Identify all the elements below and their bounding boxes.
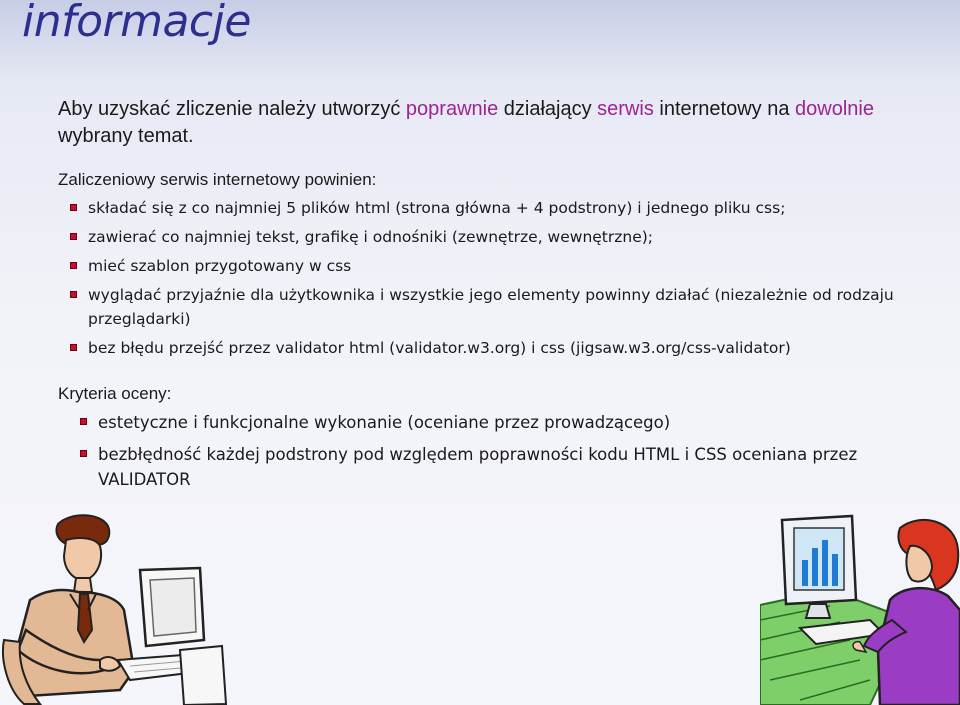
page-title: informacje	[22, 0, 251, 47]
intro-text-4: wybrany temat.	[58, 125, 194, 147]
list-item: mieć szablon przygotowany w css	[70, 254, 930, 278]
list-item: składać się z co najmniej 5 plików html (strona główna + 4 podstrony) i jednego pliku css;	[70, 196, 930, 220]
square-bullet-icon	[80, 450, 87, 457]
list-item: zawierać co najmniej tekst, grafikę i odnośniki (zewnętrze, wewnętrzne);	[70, 225, 930, 249]
square-bullet-icon	[70, 233, 77, 240]
intro-highlight-dowolnie: dowolnie	[795, 98, 874, 120]
intro-text-1: Aby uzyskać zliczenie należy utworzyć	[58, 98, 406, 120]
criteria-label: Kryteria oceny:	[58, 384, 172, 403]
square-bullet-icon	[70, 204, 77, 211]
square-bullet-icon	[70, 344, 77, 351]
intro-paragraph	[58, 96, 918, 150]
square-bullet-icon	[80, 418, 87, 425]
intro-highlight-serwis: serwis	[597, 98, 654, 120]
square-bullet-icon	[70, 291, 77, 298]
intro-text-3: internetowy na	[653, 98, 796, 120]
list-item: bezbłędność każdej podstrony pod względem poprawności kodu HTML i CSS oceniana przez VALIDATOR	[80, 442, 920, 492]
intro-highlight-poprawnie: poprawnie	[405, 98, 499, 120]
criteria-list	[80, 410, 920, 499]
requirements-label: Zaliczeniowy serwis internetowy powinien:	[58, 170, 377, 189]
list-item: bez błędu przejść przez validator html (validator.w3.org) i css (jigsaw.w3.org/css-validator)	[70, 336, 930, 360]
requirements-list	[70, 196, 930, 365]
list-item: estetyczne i funkcjonalne wykonanie (oceniane przez prowadzącego)	[80, 410, 920, 435]
square-bullet-icon	[70, 262, 77, 269]
woman-at-computer-clipart	[760, 510, 960, 705]
man-at-computer-clipart	[0, 510, 230, 705]
list-item: wyglądać przyjaźnie dla użytkownika i wszystkie jego elementy powinny działać (niezależnie od rodzaju przeglądarki)	[70, 283, 930, 331]
intro-text-2: działający	[498, 98, 598, 120]
